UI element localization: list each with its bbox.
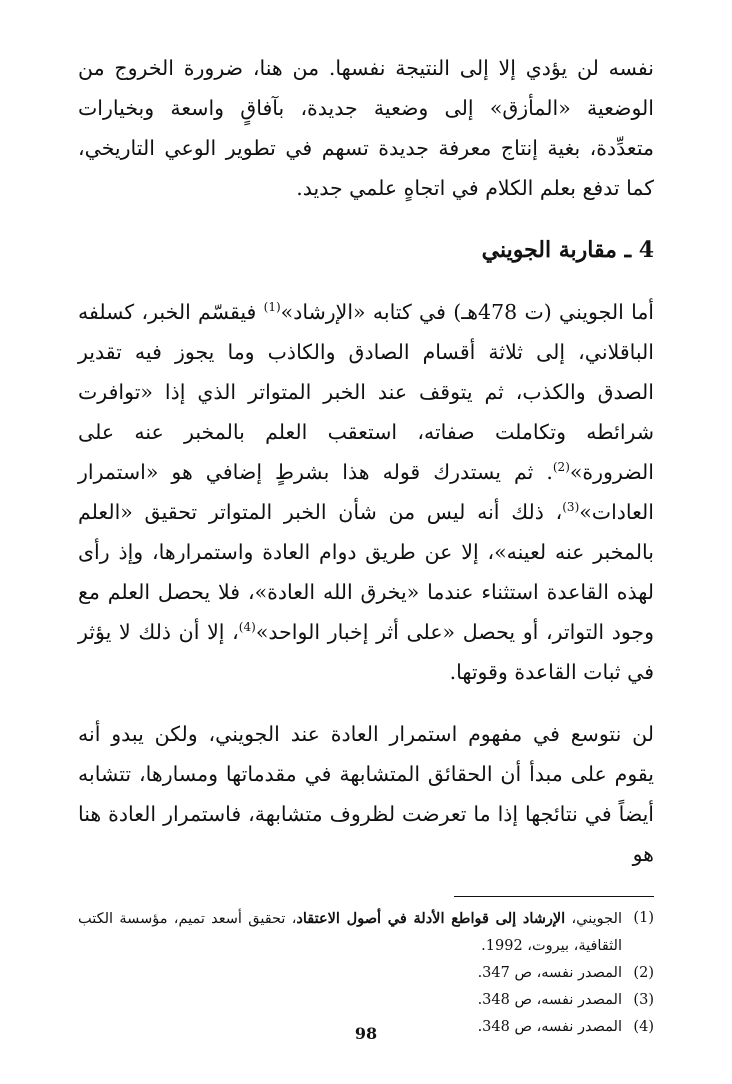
footnote-text: المصدر نفسه، ص 348. [477,1019,622,1035]
footnote-item [78,960,654,987]
footnote-text: المصدر نفسه، ص 347. [477,965,622,981]
footnote-number: (2) [633,965,654,981]
custom-continuity-paragraph: لن نتوسع في مفهوم استمرار العادة عند الجويني، ولكن يبدو أنه يقوم على مبدأ أن الحقائق المتشابهة في مقدماتها ومسارها، تتشابه أيضاً في نتائجها إذا ما تعرضت لظروف متشابهة، فاستمرار العادة هنا هو [78,722,654,866]
footnote-item [78,987,654,1014]
page-number: 98 [354,1024,378,1043]
footnote-text [78,905,622,960]
para2-text-3: . ثم يستدرك قوله هذا بشرطٍ إضافي هو «استمرار العادات» [78,460,654,524]
footnote-author: الجويني، [565,911,622,927]
footnote-ref-2[interactable]: (2) [552,460,570,475]
footnote-ref-3[interactable]: (3) [562,500,580,515]
juwayni-paragraph [78,292,654,692]
intro-paragraph: نفسه لن يؤدي إلا إلى النتيجة نفسها. من هنا، ضرورة الخروج من الوضعية «المأزق» إلى وضعية جديدة، بآفاقٍ واسعة وبخيارات متعدِّدة، بغية إنتاج معرفة جديدة تسهم في تطوير الوعي التاريخي، كما تدفع بعلم الكلام في اتجاهٍ علمي جديد. [78,56,654,200]
footnote-ref-1[interactable]: (1) [263,300,281,315]
footnote-book-title: الإرشاد إلى قواطع الأدلة في أصول الاعتقاد [296,910,566,927]
footnote-number: (1) [633,910,654,926]
footnote-number: (4) [633,1019,654,1035]
para2-text-2: فيقسّم الخبر، كسلفه الباقلاني، إلى ثلاثة أقسام الصادق والكاذب وما يجوز فيه تقدير الصدق والكذب، ثم يتوقف عند الخبر المتواتر الذي إذا «توافرت شرائطه وتكاملت صفاته، استعقب العلم بالمخبر عنه على الضرورة» [78,300,654,484]
footnote-divider [454,896,654,897]
para2-text-5: ، إلا أن ذلك لا يؤثر في ثبات القاعدة وقوتها. [78,620,654,684]
footnotes [78,905,654,1041]
footnote-details: ، تحقيق أسعد تميم، مؤسسة الكتب الثقافية، بيروت، 1992. [78,911,622,954]
section-heading: 4 ـ مقاربة الجويني [481,237,654,263]
footnote-number: (3) [633,992,654,1008]
footnote-text: المصدر نفسه، ص 348. [477,992,622,1008]
footnote-ref-4[interactable]: (4) [238,620,256,635]
para2-text-1: أما الجويني (ت 478هـ) في كتابه «الإرشاد» [280,300,654,324]
book-page [78,40,654,1084]
footnote-item [78,905,654,960]
para2-text-4: ، ذلك أنه ليس من شأن الخبر المتواتر تحقيق «العلم بالمخبر عنه لعينه»، إلا عن طريق دوام العادة واستمرارها، وإذ رأى لهذه القاعدة استثناء عندما «يخرق الله العادة»، فلا يحصل العلم مع وجود التواتر، أو يحصل «على أثر إخبار الواحد» [78,500,654,644]
